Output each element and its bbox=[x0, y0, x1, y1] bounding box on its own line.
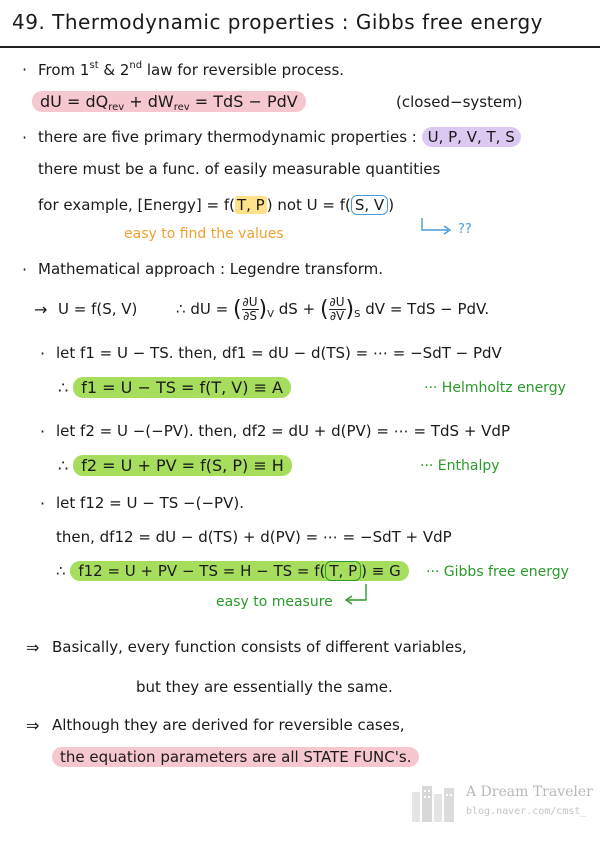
therefore-symbol: ∴ bbox=[56, 562, 66, 580]
page-title: 49. Thermodynamic properties : Gibbs free energy bbox=[12, 10, 544, 34]
f12-result-b: ) ≡ G bbox=[361, 562, 401, 580]
therefore-symbol: ∴ bbox=[176, 300, 186, 318]
double-arrow-icon: ⇒ bbox=[26, 716, 40, 735]
closed-system-note: (closed−system) bbox=[396, 93, 523, 111]
measure-arrow bbox=[340, 582, 374, 612]
summary-line4 bbox=[52, 748, 419, 766]
f2-result bbox=[58, 456, 292, 475]
question-marks: ?? bbox=[458, 222, 472, 237]
helmholtz-label: ··· Helmholtz energy bbox=[424, 380, 566, 396]
laws-intro-sup2: nd bbox=[129, 60, 143, 71]
example-tp: T, P bbox=[236, 196, 265, 214]
eq-part-c: = TdS − PdV bbox=[189, 92, 298, 111]
double-arrow-icon: ⇒ bbox=[26, 638, 40, 657]
watermark-url: blog.naver.com/cmst_ bbox=[466, 806, 587, 817]
arrow-icon: → bbox=[34, 300, 48, 319]
eq-part-a: dU = dQ bbox=[40, 92, 109, 111]
f12-result bbox=[56, 562, 409, 580]
properties-list: U, P, V, T, S bbox=[422, 127, 521, 147]
eq-part-b: + dW bbox=[124, 92, 174, 111]
properties-line2: there must be a func. of easily measurable quantities bbox=[38, 160, 441, 178]
f1-result bbox=[58, 378, 291, 397]
bullet-dot: · bbox=[22, 128, 28, 147]
eq-sub-rev1: rev bbox=[108, 102, 125, 113]
summary-line3: Although they are derived for reversible cases, bbox=[52, 716, 405, 734]
bullet-dot: · bbox=[40, 422, 46, 441]
energy-equation bbox=[32, 92, 306, 113]
gibbs-label: ··· Gibbs free energy bbox=[426, 564, 569, 580]
laws-intro-c: law for reversible process. bbox=[142, 61, 345, 79]
easy-measure-note: easy to measure bbox=[216, 594, 333, 610]
bullet-dot: · bbox=[40, 344, 46, 363]
example-a: for example, [Energy] = f( bbox=[38, 196, 235, 214]
partial-u-v: $\frac{\partial U}{\partial V}$ bbox=[329, 295, 345, 323]
legendre-heading: Mathematical approach : Legendre transform. bbox=[38, 260, 383, 278]
laws-intro-a: From 1 bbox=[38, 61, 90, 79]
enthalpy-label: ··· Enthalpy bbox=[420, 458, 500, 474]
f12-definition: let f12 = U − TS −(−PV). bbox=[56, 494, 244, 512]
f2-result-highlight: f2 = U + PV = f(S, P) ≡ H bbox=[73, 455, 292, 476]
bullet-dot: · bbox=[40, 494, 46, 513]
therefore-symbol: ∴ bbox=[58, 378, 69, 397]
example-sv: S, V bbox=[351, 195, 388, 215]
partial-sub-s: S bbox=[354, 309, 361, 320]
eq-sub-rev2: rev bbox=[173, 102, 190, 113]
laws-intro-sup1: st bbox=[89, 60, 99, 71]
f12-result-tp: T, P bbox=[325, 561, 361, 581]
bullet-dot: · bbox=[22, 260, 28, 279]
summary-line1: Basically, every function consists of different variables, bbox=[52, 638, 467, 656]
partial-sub-v: V bbox=[267, 309, 274, 320]
example-c: ) bbox=[388, 196, 395, 214]
du-dv: dV = TdS − PdV. bbox=[365, 300, 490, 318]
title-block bbox=[12, 10, 543, 34]
bullet-dot: · bbox=[22, 60, 28, 79]
title-underline bbox=[0, 46, 600, 48]
properties-line1 bbox=[38, 128, 521, 146]
easy-find-note: easy to find the values bbox=[124, 226, 284, 242]
blog-logo-icon bbox=[410, 784, 456, 824]
du-lhs: dU = bbox=[190, 300, 229, 318]
f12-result-a: f12 = U + PV − TS = H − TS = f( bbox=[78, 562, 326, 580]
du-ds: dS + bbox=[278, 300, 316, 318]
properties-text: there are five primary thermodynamic properties : bbox=[38, 128, 417, 146]
state-func-highlight: the equation parameters are all STATE FUNC's. bbox=[52, 747, 419, 767]
energy-equation-highlight bbox=[32, 91, 306, 112]
laws-intro-b: & 2 bbox=[98, 61, 130, 79]
example-b: ) not U = f( bbox=[266, 196, 351, 214]
question-arrow bbox=[418, 216, 458, 238]
f12-then: then, df12 = dU − d(TS) + d(PV) = ⋯ = −SdT + VdP bbox=[56, 528, 452, 546]
u-definition: U = f(S, V) bbox=[58, 300, 138, 318]
watermark-title: A Dream Traveler bbox=[466, 784, 593, 800]
f12-result-highlight bbox=[70, 561, 408, 581]
f2-definition: let f2 = U −(−PV). then, df2 = dU + d(PV) = ⋯ = TdS + VdP bbox=[56, 422, 510, 440]
partial-u-s: $\frac{\partial U}{\partial S}$ bbox=[242, 295, 258, 323]
du-differential: ∴ dU = ( $\frac{\partial U}{\partial S}$ )$_V$ dS + ( $\frac{\partial U}{\partial V}$ )$_S$ dV = TdS − PdV. bbox=[176, 295, 490, 323]
f1-definition: let f1 = U − TS. then, df1 = dU − d(TS) = ⋯ = −SdT − PdV bbox=[56, 344, 502, 362]
properties-example bbox=[38, 196, 394, 214]
therefore-symbol: ∴ bbox=[58, 456, 69, 475]
f1-result-highlight: f1 = U − TS = f(T, V) ≡ A bbox=[73, 377, 291, 398]
summary-line2: but they are essentially the same. bbox=[136, 678, 393, 696]
laws-intro bbox=[38, 60, 344, 79]
